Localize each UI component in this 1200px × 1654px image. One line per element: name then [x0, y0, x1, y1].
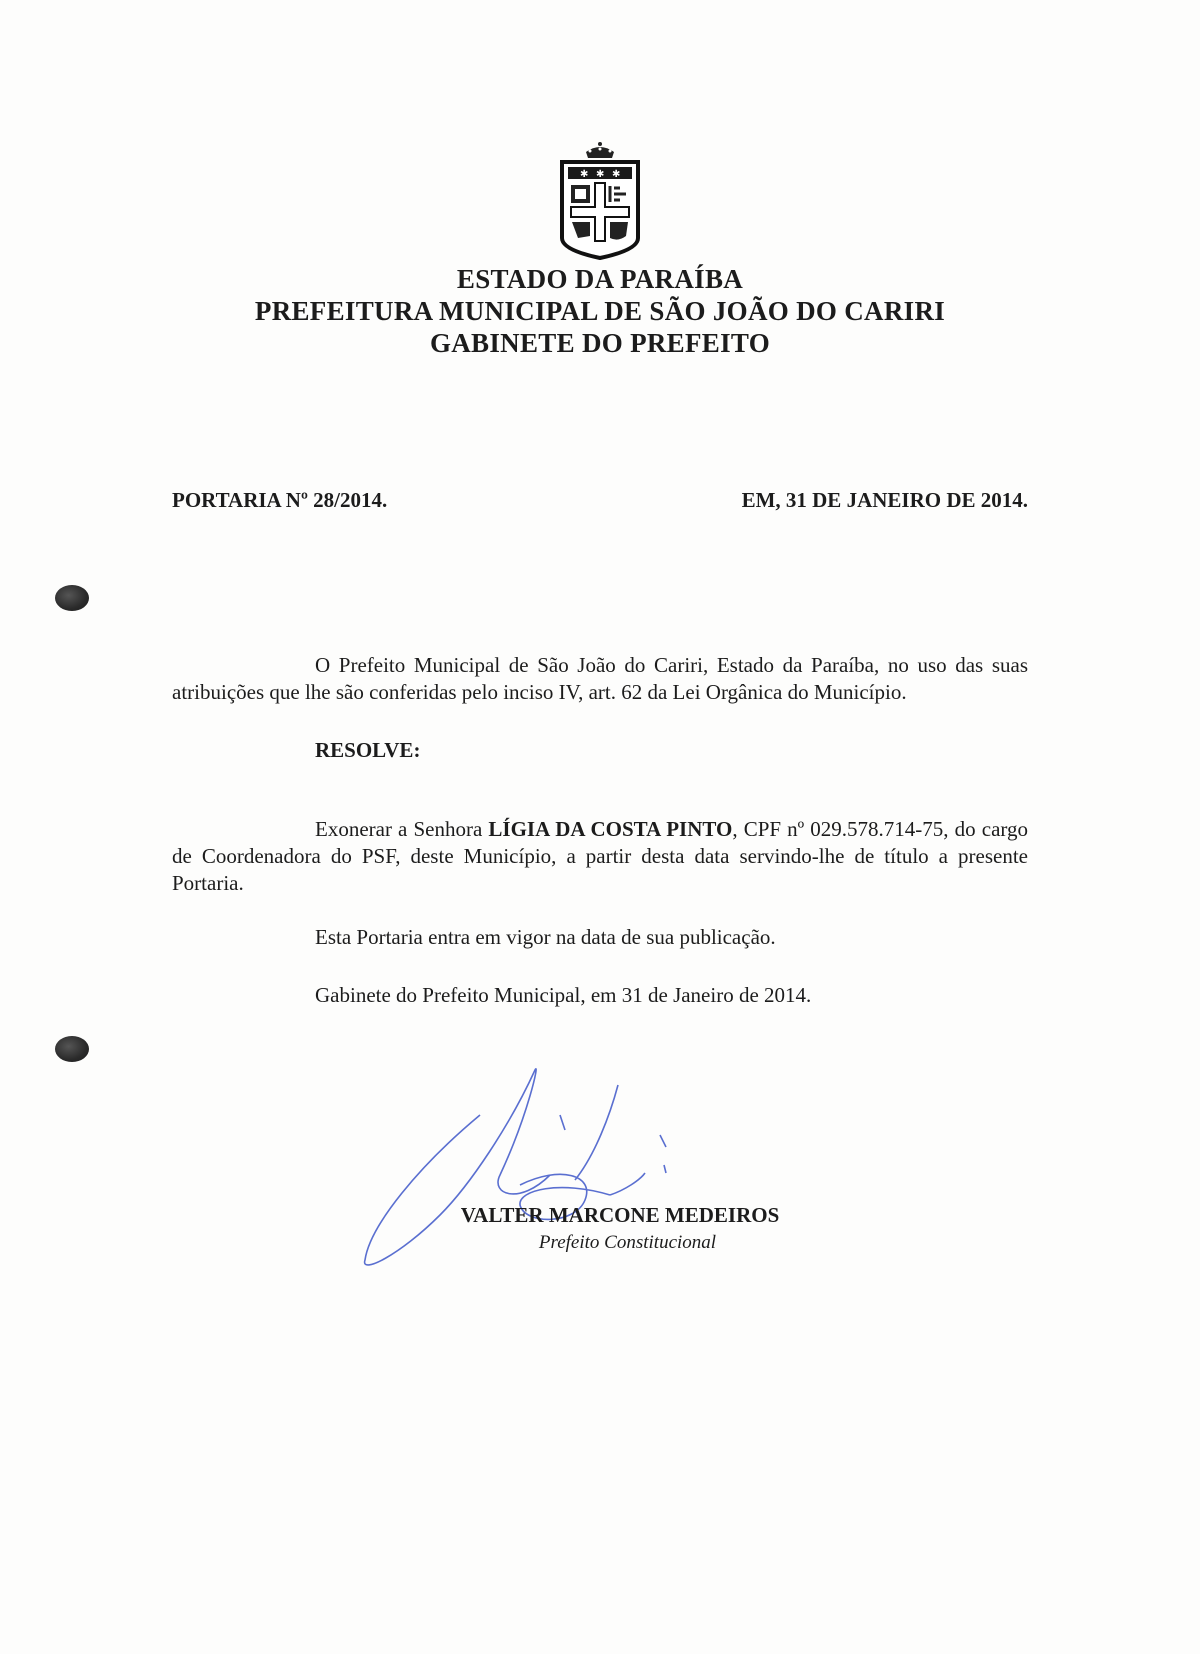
paragraph-exoneration	[172, 816, 1028, 897]
municipal-crest-icon	[550, 138, 650, 262]
portaria-line	[172, 488, 1028, 513]
resolve-heading: RESOLVE:	[315, 738, 421, 762]
paragraph-effective: Esta Portaria entra em vigor na data de sua publicação.	[315, 925, 776, 949]
paragraph-preamble	[172, 652, 1028, 706]
paragraph-closing: Gabinete do Prefeito Municipal, em 31 de Janeiro de 2014.	[315, 983, 812, 1007]
svg-text:✱: ✱	[580, 169, 589, 180]
header-office: GABINETE DO PREFEITO	[429, 328, 771, 358]
svg-text:✱: ✱	[612, 169, 621, 180]
signature-block	[0, 1203, 1200, 1254]
header-state: ESTADO DA PARAÍBA	[456, 264, 744, 294]
employee-name: LÍGIA DA COSTA PINTO	[488, 817, 733, 841]
svg-text:✱: ✱	[596, 169, 605, 180]
exoneration-text-post: , CPF nº 029.578.714-75, do cargo de Coordenadora do PSF, deste Município, a partir desta data servindo-lhe de título a presente Portaria.	[172, 817, 1029, 895]
portaria-number: PORTARIA Nº 28/2014.	[172, 488, 388, 512]
header-prefecture: PREFEITURA MUNICIPAL DE SÃO JOÃO DO CARIRI	[254, 296, 946, 326]
exoneration-text-pre: Exonerar a Senhora	[315, 817, 489, 841]
preamble-text: O Prefeito Municipal de São João do Cariri, Estado da Paraíba, no uso das suas atribuições que lhe são conferidas pelo inciso IV, art. 62 da Lei Orgânica do Município.	[172, 653, 1028, 704]
punch-hole	[55, 1036, 89, 1062]
document-header	[0, 263, 1200, 359]
signer-name: VALTER MARCONE MEDEIROS	[460, 1203, 780, 1227]
punch-hole	[55, 585, 89, 611]
portaria-date: EM, 31 DE JANEIRO DE 2014.	[741, 488, 1028, 512]
signer-role: Prefeito Constitucional	[538, 1232, 717, 1253]
